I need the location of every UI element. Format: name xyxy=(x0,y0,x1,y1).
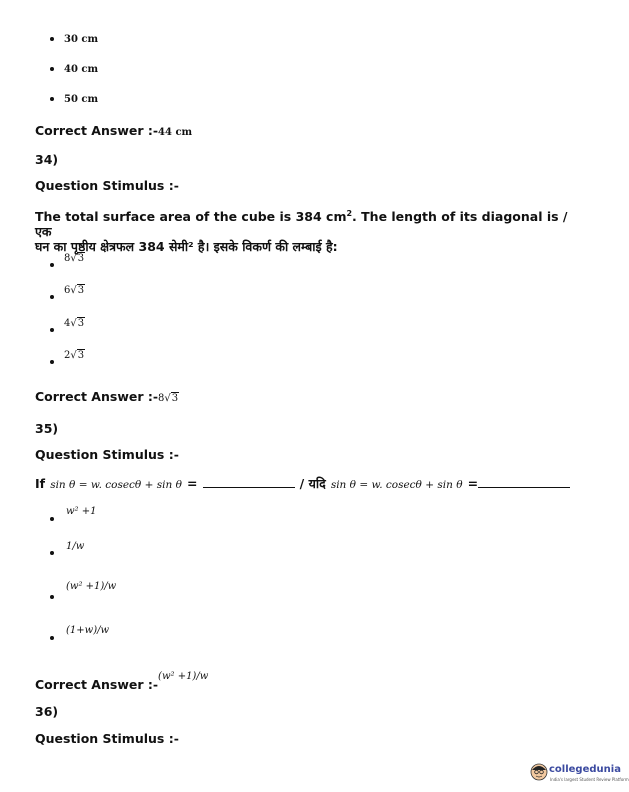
option-prev-3[interactable]: 50 cm xyxy=(64,94,99,105)
option-prev-2[interactable]: 40 cm xyxy=(64,64,99,75)
bullet-icon xyxy=(50,551,54,555)
question-number-35: 35) xyxy=(35,421,59,436)
bullet-icon xyxy=(50,360,54,364)
option-35-2[interactable]: 1/w xyxy=(66,541,85,552)
collegedunia-logo[interactable]: collegedunia India's largest Student Review Platform xyxy=(530,760,608,784)
question-number-36: 36) xyxy=(35,704,59,719)
option-34-1[interactable]: 8√3 xyxy=(64,253,85,264)
option-35-4[interactable]: (1+w)/w xyxy=(66,625,110,636)
answer-blank xyxy=(203,487,295,488)
question-stimulus-label-36: Question Stimulus :- xyxy=(35,731,179,746)
bullet-icon xyxy=(50,636,54,640)
correct-answer-value: (w² +1)/w xyxy=(158,671,209,682)
question-stem-35: If sin θ = w. cosecθ + sin θ = / यदि sin θ = w. cosecθ + sin θ = xyxy=(35,473,570,492)
correct-answer-prev xyxy=(35,120,192,139)
option-34-2[interactable]: 6√3 xyxy=(64,285,85,296)
option-34-4[interactable]: 2√3 xyxy=(64,350,85,361)
correct-answer-value: 44 cm xyxy=(158,127,193,138)
question-number-34: 34) xyxy=(35,152,59,167)
correct-answer-34 xyxy=(35,386,179,405)
mascot-icon xyxy=(530,763,548,781)
option-34-3[interactable]: 4√3 xyxy=(64,318,85,329)
bullet-icon xyxy=(50,517,54,521)
option-35-3[interactable]: (w² +1)/w xyxy=(66,581,117,592)
bullet-icon xyxy=(50,97,54,101)
bullet-icon xyxy=(50,67,54,71)
bullet-icon xyxy=(50,295,54,299)
answer-blank xyxy=(478,487,570,488)
correct-answer-35 xyxy=(35,664,209,692)
question-stimulus-label-35: Question Stimulus :- xyxy=(35,447,179,462)
bullet-icon xyxy=(50,595,54,599)
question-stem-34: The total surface area of the cube is 384 $cm^2$. The length of its diagonal is / एक घन का पृष्ठीय क्षेत्रफल 384 सेमी² है। इसके विकर्ण की लम्बाई है: xyxy=(35,209,568,255)
correct-answer-label: Correct Answer :- xyxy=(35,123,159,138)
bullet-icon xyxy=(50,263,54,267)
correct-answer-value: 8√3 xyxy=(158,393,179,404)
question-stimulus-label-34: Question Stimulus :- xyxy=(35,178,179,193)
option-35-1[interactable]: w² +1 xyxy=(66,506,97,517)
option-prev-1[interactable]: 30 cm xyxy=(64,34,99,45)
correct-answer-label: Correct Answer :- xyxy=(35,677,159,692)
bullet-icon xyxy=(50,328,54,332)
correct-answer-label: Correct Answer :- xyxy=(35,389,159,404)
bullet-icon xyxy=(50,37,54,41)
